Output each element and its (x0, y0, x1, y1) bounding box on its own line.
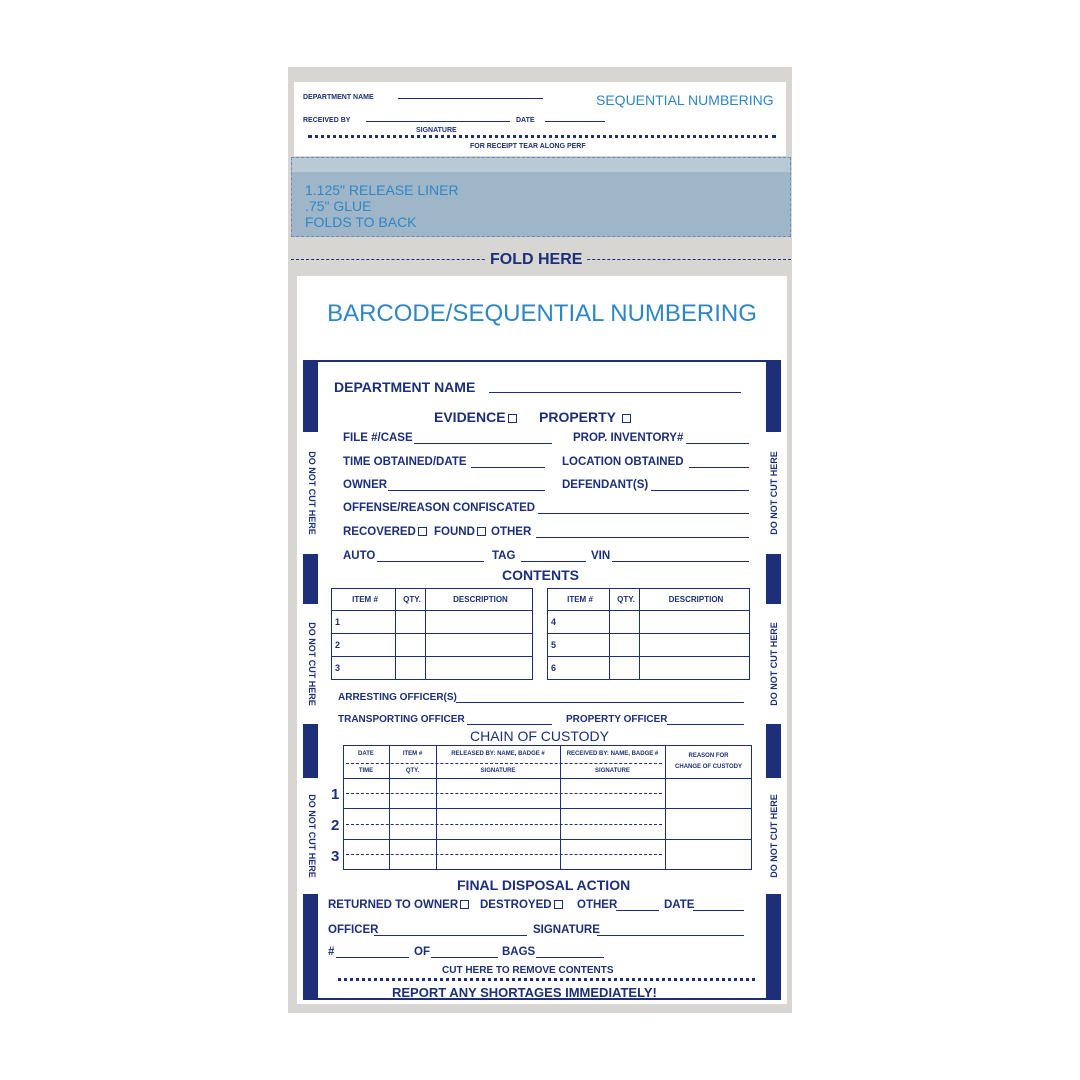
custody-header-time: TIME (358, 768, 374, 774)
receipt-received-by-label: RECEIVED BY (303, 117, 351, 124)
custody-header-released: RELEASED BY: NAME, BADGE # (451, 751, 545, 757)
contents-description-cell[interactable] (640, 634, 750, 657)
found-label: FOUND (434, 526, 475, 538)
contents-row-number: 5 (548, 634, 610, 657)
vin-field[interactable] (612, 561, 749, 562)
side-text-left-3: DO NOT CUT HERE (307, 794, 317, 878)
custody-header-received: RECEIVED BY: NAME, BADGE # (566, 751, 659, 757)
evidence-label: EVIDENCE (434, 409, 506, 425)
vin-label: VIN (591, 550, 611, 562)
contents-description-cell[interactable] (426, 634, 533, 657)
tag-label: TAG (492, 550, 516, 562)
contents-description-cell[interactable] (640, 611, 750, 634)
defendants-label: DEFENDANT(S) (562, 479, 649, 491)
contents-qty-cell[interactable] (610, 657, 640, 680)
side-text-right-3: DO NOT CUT HERE (769, 794, 779, 878)
receipt-tear-text: FOR RECEIPT TEAR ALONG PERF (470, 143, 586, 150)
arresting-officer-label: ARRESTING OFFICER(S) (338, 692, 457, 703)
auto-label: AUTO (343, 550, 376, 562)
fold-here-label: FOLD HERE (486, 251, 586, 269)
side-text-right-1: DO NOT CUT HERE (769, 451, 779, 535)
receipt-received-line (366, 121, 510, 122)
contents-row-number: 2 (332, 634, 396, 657)
custody-row-number: 3 (331, 848, 340, 865)
property-label: PROPERTY (539, 409, 616, 425)
time-obtained-field[interactable] (471, 467, 545, 468)
custody-header-qty: QTY. (405, 768, 420, 774)
contents-row-number: 4 (548, 611, 610, 634)
contents-header-description: DESCRIPTION (426, 589, 533, 611)
custody-header-divider (346, 763, 662, 764)
location-obtained-field[interactable] (689, 467, 749, 468)
liner-line-2: .75" GLUE (305, 198, 372, 214)
contents-description-cell[interactable] (426, 611, 533, 634)
arresting-officer-field[interactable] (456, 702, 744, 703)
contents-qty-cell[interactable] (610, 611, 640, 634)
evidence-checkbox[interactable] (508, 414, 517, 423)
evidence-option[interactable] (434, 409, 517, 425)
disposal-date-label: DATE (664, 899, 695, 911)
property-officer-label: PROPERTY OFFICER (566, 714, 668, 725)
tag-field[interactable] (521, 561, 586, 562)
receipt-perforation (308, 135, 776, 138)
department-name-label: DEPARTMENT NAME (334, 379, 476, 395)
contents-header-item: ITEM # (548, 589, 610, 611)
custody-row-number: 1 (331, 786, 340, 803)
transporting-officer-label: TRANSPORTING OFFICER (338, 714, 465, 725)
auto-field[interactable] (377, 561, 484, 562)
officer-label: OFFICER (328, 924, 379, 936)
page-title: BARCODE/SEQUENTIAL NUMBERING (327, 300, 757, 327)
contents-description-cell[interactable] (640, 657, 750, 680)
contents-row-number: 6 (548, 657, 610, 680)
of-label: OF (414, 946, 430, 958)
custody-header-date: DATE (358, 751, 374, 757)
custody-row-dash (346, 793, 662, 794)
contents-row-number: 3 (332, 657, 396, 680)
receipt-signature-label: SIGNATURE (416, 127, 457, 134)
contents-table-left (331, 588, 533, 680)
owner-field[interactable] (388, 490, 545, 491)
contents-header-qty: QTY. (396, 589, 426, 611)
chain-of-custody-heading: CHAIN OF CUSTODY (470, 728, 609, 744)
returned-to-owner-checkbox[interactable] (460, 900, 469, 909)
offense-field[interactable] (538, 513, 749, 514)
property-officer-field[interactable] (667, 724, 744, 725)
custody-row-line (343, 839, 752, 840)
department-name-field[interactable] (489, 392, 741, 393)
file-case-label: FILE #/CASE (343, 432, 413, 444)
custody-header-signature-2: SIGNATURE (595, 768, 630, 774)
signature-field[interactable] (597, 935, 744, 936)
file-case-field[interactable] (414, 443, 552, 444)
other-label: OTHER (491, 526, 532, 538)
receipt-date-line (545, 121, 605, 122)
receipt-date-label: DATE (516, 117, 535, 124)
disposal-other-field[interactable] (616, 910, 659, 911)
property-checkbox[interactable] (622, 414, 631, 423)
transporting-officer-field[interactable] (467, 724, 552, 725)
disposal-other-label: OTHER (577, 899, 618, 911)
custody-row-line (343, 808, 752, 809)
recovered-checkbox[interactable] (418, 527, 427, 536)
other-field[interactable] (536, 537, 749, 538)
custody-row-number: 2 (331, 817, 340, 834)
officer-field[interactable] (374, 935, 527, 936)
offense-label: OFFENSE/REASON CONFISCATED (343, 502, 536, 514)
prop-inventory-field[interactable] (686, 443, 749, 444)
recovered-option[interactable] (343, 526, 427, 538)
found-checkbox[interactable] (477, 527, 486, 536)
contents-table-right (547, 588, 750, 680)
prop-inventory-label: PROP. INVENTORY# (573, 432, 684, 444)
owner-label: OWNER (343, 479, 388, 491)
defendants-field[interactable] (651, 490, 749, 491)
disposal-date-field[interactable] (693, 910, 744, 911)
receipt-sequential-numbering: SEQUENTIAL NUMBERING (596, 92, 774, 108)
receipt-department-label: DEPARTMENT NAME (303, 94, 374, 101)
found-option[interactable] (434, 526, 486, 538)
property-option[interactable] (539, 409, 631, 425)
time-obtained-label: TIME OBTAINED/DATE (343, 456, 467, 468)
contents-header-item: ITEM # (332, 589, 396, 611)
destroyed-label: DESTROYED (480, 899, 552, 911)
destroyed-option[interactable] (480, 899, 563, 911)
custody-row-dash (346, 824, 662, 825)
receipt-department-line (398, 98, 543, 99)
signature-label: SIGNATURE (533, 924, 600, 936)
bag-number-field[interactable] (336, 957, 409, 958)
side-text-right-2: DO NOT CUT HERE (769, 622, 779, 706)
contents-qty-cell[interactable] (396, 634, 426, 657)
custody-header-signature-1: SIGNATURE (480, 768, 516, 774)
final-disposal-heading: FINAL DISPOSAL ACTION (457, 877, 631, 893)
report-shortages: REPORT ANY SHORTAGES IMMEDIATELY! (392, 985, 657, 1000)
contents-qty-cell[interactable] (610, 634, 640, 657)
contents-description-cell[interactable] (426, 657, 533, 680)
returned-to-owner-label: RETURNED TO OWNER (328, 899, 459, 911)
custody-header-line (343, 778, 752, 779)
returned-to-owner-option[interactable] (328, 899, 469, 911)
cut-perforation (338, 978, 755, 981)
contents-row-number: 1 (332, 611, 396, 634)
bags-label: BAGS (502, 946, 536, 958)
contents-qty-cell[interactable] (396, 657, 426, 680)
bag-number-label: # (328, 946, 335, 958)
side-text-left-2: DO NOT CUT HERE (307, 622, 317, 706)
destroyed-checkbox[interactable] (554, 900, 563, 909)
location-obtained-label: LOCATION OBTAINED (562, 456, 684, 468)
custody-row-dash (346, 854, 662, 855)
cut-here-label: CUT HERE TO REMOVE CONTENTS (442, 965, 614, 976)
bag-total-field[interactable] (431, 957, 498, 958)
liner-line-3: FOLDS TO BACK (305, 214, 417, 230)
custody-header-reason-2: CHANGE OF CUSTODY (675, 764, 742, 770)
contents-qty-cell[interactable] (396, 611, 426, 634)
custody-header-item: ITEM # (402, 751, 423, 757)
bags-field[interactable] (536, 957, 604, 958)
liner-line-1: 1.125" RELEASE LINER (305, 182, 459, 198)
recovered-label: RECOVERED (343, 526, 416, 538)
contents-header-description: DESCRIPTION (640, 589, 750, 611)
side-text-left-1: DO NOT CUT HERE (307, 451, 317, 535)
contents-heading: CONTENTS (502, 567, 579, 583)
custody-header-reason-1: REASON FOR (688, 753, 729, 759)
release-liner-upper (292, 158, 790, 172)
contents-header-qty: QTY. (610, 589, 640, 611)
